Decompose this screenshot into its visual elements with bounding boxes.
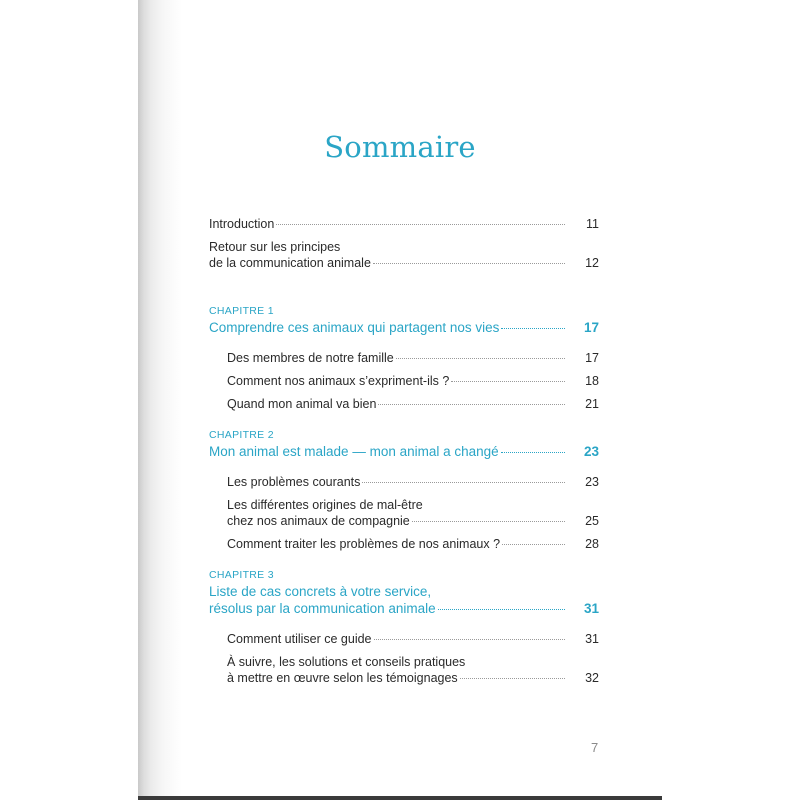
leader-dots xyxy=(501,328,565,329)
toc-entry-text: Quand mon animal va bien xyxy=(227,397,377,411)
toc-entry-introduction xyxy=(209,216,599,232)
toc-entry-line: Les différentes origines de mal-être xyxy=(227,498,423,512)
toc-entry-page: 18 xyxy=(585,374,599,388)
toc-entry-page: 25 xyxy=(585,514,599,528)
page-title: Sommaire xyxy=(324,130,476,164)
toc-entry-page: 12 xyxy=(585,256,599,270)
toc-entry xyxy=(227,670,599,686)
toc-entry-text: Les problèmes courants xyxy=(227,475,361,489)
toc-entry-page: 23 xyxy=(585,475,599,489)
leader-dots xyxy=(412,521,565,522)
page-edge xyxy=(138,796,662,800)
toc-entry-page: 17 xyxy=(585,351,599,365)
toc-entry-text: Comment utiliser ce guide xyxy=(227,632,372,646)
toc-entry-text: Comment nos animaux s’expriment-ils ? xyxy=(227,374,450,388)
chapter-page: 17 xyxy=(583,320,599,335)
toc-entry-page: 21 xyxy=(585,397,599,411)
toc-entry-page: 32 xyxy=(585,671,599,685)
leader-dots xyxy=(502,544,565,545)
toc-entry-text: Introduction xyxy=(209,217,275,231)
book-page xyxy=(138,0,662,798)
toc-entry-text: à mettre en œuvre selon les témoignages xyxy=(227,671,458,685)
chapter-title xyxy=(209,320,599,336)
leader-dots xyxy=(501,452,565,453)
leader-dots xyxy=(460,678,565,679)
toc-entry-line: À suivre, les solutions et conseils pratiques xyxy=(227,655,466,669)
chapter-title-text: résolus par la communication animale xyxy=(209,601,436,616)
chapter-title xyxy=(209,601,599,617)
leader-dots xyxy=(451,381,565,382)
leader-dots xyxy=(373,263,565,264)
toc-entry xyxy=(227,631,599,647)
toc-entry-text: de la communication animale xyxy=(209,256,371,270)
toc-entry xyxy=(227,513,599,529)
leader-dots xyxy=(396,358,565,359)
page-number: 7 xyxy=(591,740,599,755)
toc-entry-page: 11 xyxy=(586,217,599,231)
toc-entry-principes xyxy=(209,255,599,271)
leader-dots xyxy=(362,482,565,483)
chapter-title xyxy=(209,444,599,460)
chapter-page: 31 xyxy=(583,601,599,616)
leader-dots xyxy=(374,639,565,640)
toc-entry xyxy=(227,350,599,366)
toc-entry-text: chez nos animaux de compagnie xyxy=(227,514,410,528)
toc-entry-page: 28 xyxy=(585,537,599,551)
toc-entry xyxy=(227,536,599,552)
chapter-label: CHAPITRE 2 xyxy=(209,429,274,441)
toc-entry xyxy=(227,373,599,389)
leader-dots xyxy=(378,404,565,405)
toc-entry xyxy=(227,396,599,412)
chapter-label: CHAPITRE 1 xyxy=(209,305,274,317)
toc-entry-text: Comment traiter les problèmes de nos animaux ? xyxy=(227,537,501,551)
chapter-title-text: Mon animal est malade — mon animal a changé xyxy=(209,444,499,459)
toc-entry xyxy=(227,474,599,490)
chapter-title-text: Comprendre ces animaux qui partagent nos vies xyxy=(209,320,500,335)
toc-entry-text: Des membres de notre famille xyxy=(227,351,394,365)
chapter-label: CHAPITRE 3 xyxy=(209,569,274,581)
leader-dots xyxy=(438,609,565,610)
chapter-title-line: Liste de cas concrets à votre service, xyxy=(209,584,432,599)
leader-dots xyxy=(276,224,565,225)
toc-entry-line: Retour sur les principes xyxy=(209,240,341,254)
toc-entry-page: 31 xyxy=(585,632,599,646)
chapter-page: 23 xyxy=(583,444,599,459)
